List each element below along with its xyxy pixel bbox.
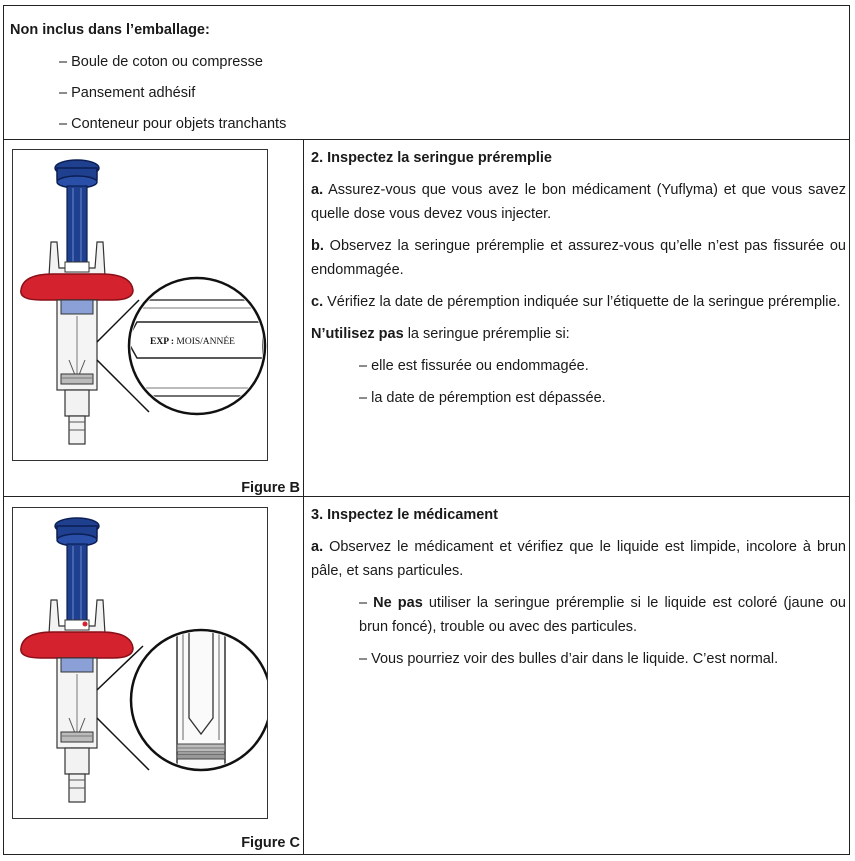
not-included-item: – Conteneur pour objets tranchants <box>59 116 287 132</box>
not-included-item: – Boule de coton ou compresse <box>59 54 263 70</box>
syringe-liquid-icon <box>13 508 267 818</box>
step-3-bullet: – Vous pourriez voir des bulles d’air dans le liquide. C’est normal. <box>359 651 779 667</box>
step-2-text <box>304 140 849 496</box>
not-included-title: Non inclus dans l’emballage: <box>10 22 210 38</box>
step-2-warning: N’utilisez pas la seringue préremplie si: <box>311 326 570 342</box>
figure-b-label: Figure B <box>241 480 300 496</box>
step-3-bullet: – Ne pas utiliser la seringue préremplie si le liquide est coloré (jaune ou brun foncé), trouble ou avec des particules. <box>359 595 846 635</box>
exp-label-text: MOIS/ANNÉE <box>174 337 235 347</box>
step-2-item-c: c. Vérifiez la date de péremption indiquée sur l’étiquette de la seringue préremplie. <box>311 294 841 310</box>
step-3-title: 3. Inspectez le médicament <box>311 507 498 523</box>
step-2-item-a: a. Assurez-vous que vous avez le bon médicament (Yuflyma) et que vous savez quelle dose vous devez vous injecter. <box>311 182 846 222</box>
not-included-section <box>4 6 849 140</box>
step-2-title: 2. Inspectez la seringue préremplie <box>311 150 552 166</box>
step-3-item-a: a. Observez le médicament et vérifiez que le liquide est limpide, incolore à brun pâle, et sans particules. <box>311 539 846 579</box>
not-included-item: – Pansement adhésif <box>59 85 196 101</box>
exp-label-bold: EXP : <box>150 337 175 347</box>
step-2-section <box>4 140 849 497</box>
figure-c-cell <box>4 497 304 854</box>
step-2-item-b: b. Observez la seringue préremplie et assurez-vous qu’elle n’est pas fissurée ou endommagée. <box>311 238 846 278</box>
step-3-text <box>304 497 849 854</box>
figure-b-illustration <box>12 149 268 461</box>
instructions-table <box>3 5 850 855</box>
step-2-bullet: – elle est fissurée ou endommagée. <box>359 358 589 374</box>
svg-text:EXP : MOIS/ANNÉE <box>150 335 235 347</box>
syringe-expiry-icon <box>13 150 267 460</box>
step-3-section <box>4 497 849 854</box>
figure-c-label: Figure C <box>241 835 300 851</box>
figure-b-cell <box>4 140 304 496</box>
step-2-bullet: – la date de péremption est dépassée. <box>359 390 606 406</box>
figure-c-illustration <box>12 507 268 819</box>
